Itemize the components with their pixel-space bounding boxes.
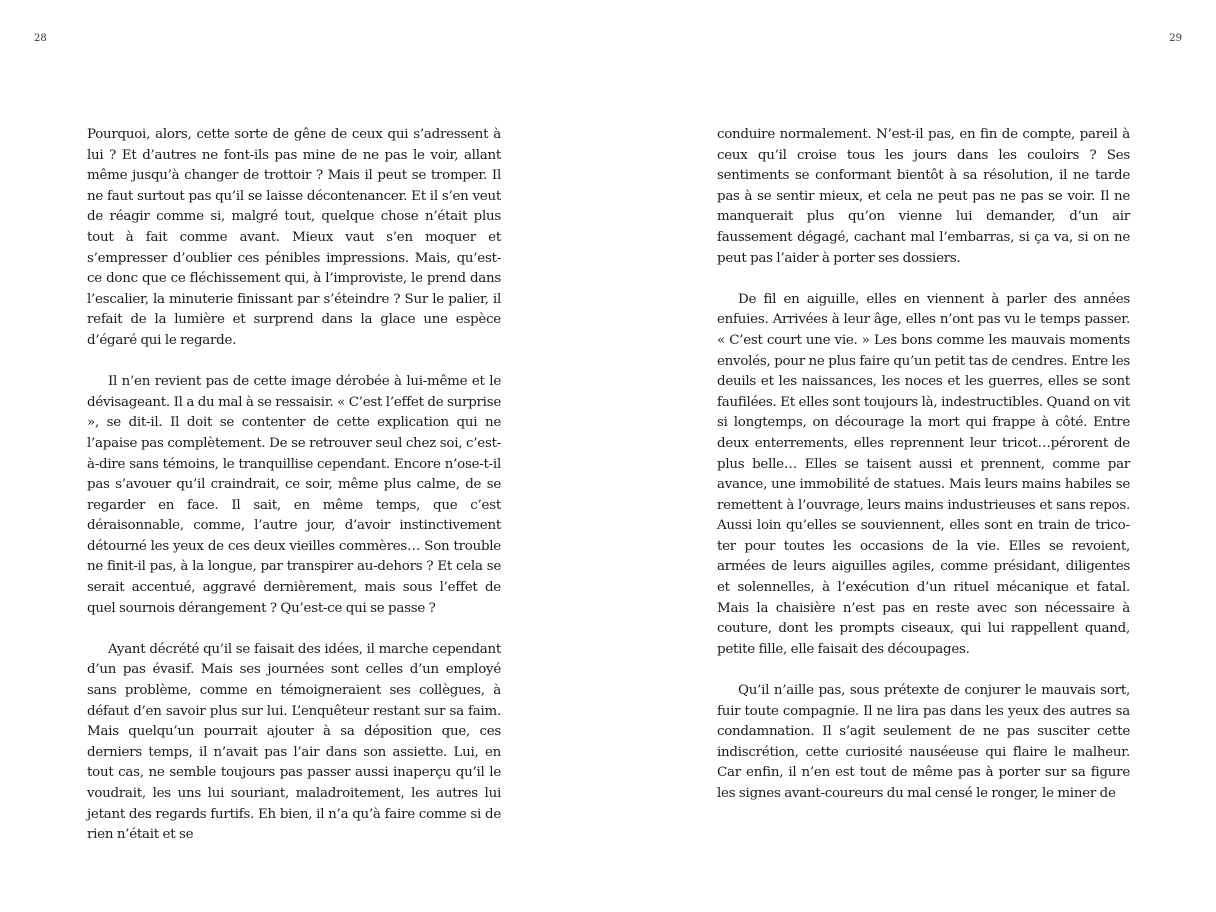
left-page-body	[87, 125, 501, 846]
paragraph: Qu’il n’aille pas, sous prétexte de conjurer le mauvais sort, fuir toute compagnie. Il ne lira pas dans les yeux des autres sa condamnation. Il s’agit seulement de ne pas susciter cette indiscrétion, cette curiosité nauséeuse qui flaire le malheur. Car enfin, il n’en est tout de même pas à porter sur sa figure les signes avant-coureurs du mal censé le ronger, le miner de	[717, 683, 1130, 801]
paragraph: De fil en aiguille, elles en viennent à parler des années enfuies. Arrivées à leur âge, elles n’ont pas vu le temps passer. « C’est court une vie. » Les bons comme les mauvais moments envolés, pour ne plus faire qu’un petit tas de cendres. Entre les deuils et les naissances, les noces et les guerres, elles se sont faufilées. Et elles sont toujours là, indestructibles. Quand on vit si longtemps, on décourage la mort qui frappe à côté. Entre deux enterrements, elles reprennent leur tricot…pérorent de plus belle… Elles se taisent aussi et prennent, comme par avance, une immobilité de statues. Mais leurs mains habiles se remettent à l’ouvrage, leurs mains industrieuses et sans repos. Aussi loin qu’elles se souviennent, elles sont en train de tricoter pour toutes les occasions de la vie. Elles se revoient, armées de leurs aiguilles agiles, comme présidant, diligentes et solennelles, à l’exécution d’un rituel mécanique et fatal. Mais la chaisière n’est pas en reste avec son nécessaire à couture, dont les prompts ciseaux, qui lui rappellent quand, petite fille, elle faisait des découpages.	[717, 291, 1130, 657]
page-number-right: 29	[1169, 33, 1182, 44]
right-page-body	[717, 125, 1130, 805]
paragraph: Ayant décrété qu’il se faisait des idées, il marche cependant d’un pas évasif. Mais ses journées sont celles d’un employé sans problème, comme en témoigneraient ses collègues, à défaut d’en savoir plus sur lui. L’enquêteur restant sur sa faim. Mais quelqu’un pourrait ajouter à sa déposition que, ces derniers temps, il n’avait pas l’air dans son assiette. Lui, en tout cas, ne semble toujours pas passer aussi inaperçu qu’il le voudrait, les uns lui souriant, maladroitement, les autres lui jetant des regards furtifs. Eh bien, il n’a qu’à faire comme si de rien n’était et se	[87, 641, 501, 843]
paragraph: Pourquoi, alors, cette sorte de gêne de ceux qui s’adressent à lui ? Et d’autres ne font-ils pas mine de ne pas le voir, allant même jusqu’à changer de trottoir ? Mais il peut se tromper. Il ne faut surtout pas qu’il se laisse décontenancer. Et il s’en veut de réagir comme si, malgré tout, quelque chose n’était plus tout à fait comme avant. Mieux vaut s’en moquer et s’empresser d’oublier ces pénibles impressions. Mais, qu’est-ce donc que ce fléchissement qui, à l’improviste, le prend dans l’escalier, la minuterie finissant par s’éteindre ? Sur le palier, il refait de la lumière et surprend dans la glace une espèce d’égaré qui le regarde.	[87, 127, 501, 348]
paragraph: Il n’en revient pas de cette image dérobée à lui-même et le dévisageant. Il a du mal à se ressaisir. « C’est l’effet de surprise », se dit-il. Il doit se contenter de cette explication qui ne l’apaise pas complètement. De se retrouver seul chez soi, c’est-à-dire sans témoins, le tranquillise cependant. Encore n’ose-t-il pas s’avouer qu’il craindrait, ce soir, même plus calme, de se regarder en face. Il sait, en même temps, que c’est déraisonnable, comme, l’autre jour, d’avoir instinctivement détourné les yeux de ces deux vieilles commères… Son trouble ne finit-il pas, à la longue, par transpirer au-dehors ? Et cela se serait accentué, aggravé dernièrement, mais sous l’effet de quel sournois dérangement ? Qu’est-ce qui se passe ?	[87, 374, 501, 616]
paragraph: conduire normalement. N’est-il pas, en fin de compte, pareil à ceux qu’il croise tous les jours dans les couloirs ? Ses sentiments se conformant bientôt à sa résolution, il ne tarde pas à se sentir mieux, et cela ne peut pas ne pas se voir. Il ne manquerait plus qu’on vienne lui demander, d’un air faussement dégagé, cachant mal l’embarras, si ça va, si on ne peut pas l’aider à porter ses dossiers.	[717, 127, 1130, 266]
page-number-left: 28	[34, 33, 47, 44]
right-page	[608, 0, 1216, 912]
